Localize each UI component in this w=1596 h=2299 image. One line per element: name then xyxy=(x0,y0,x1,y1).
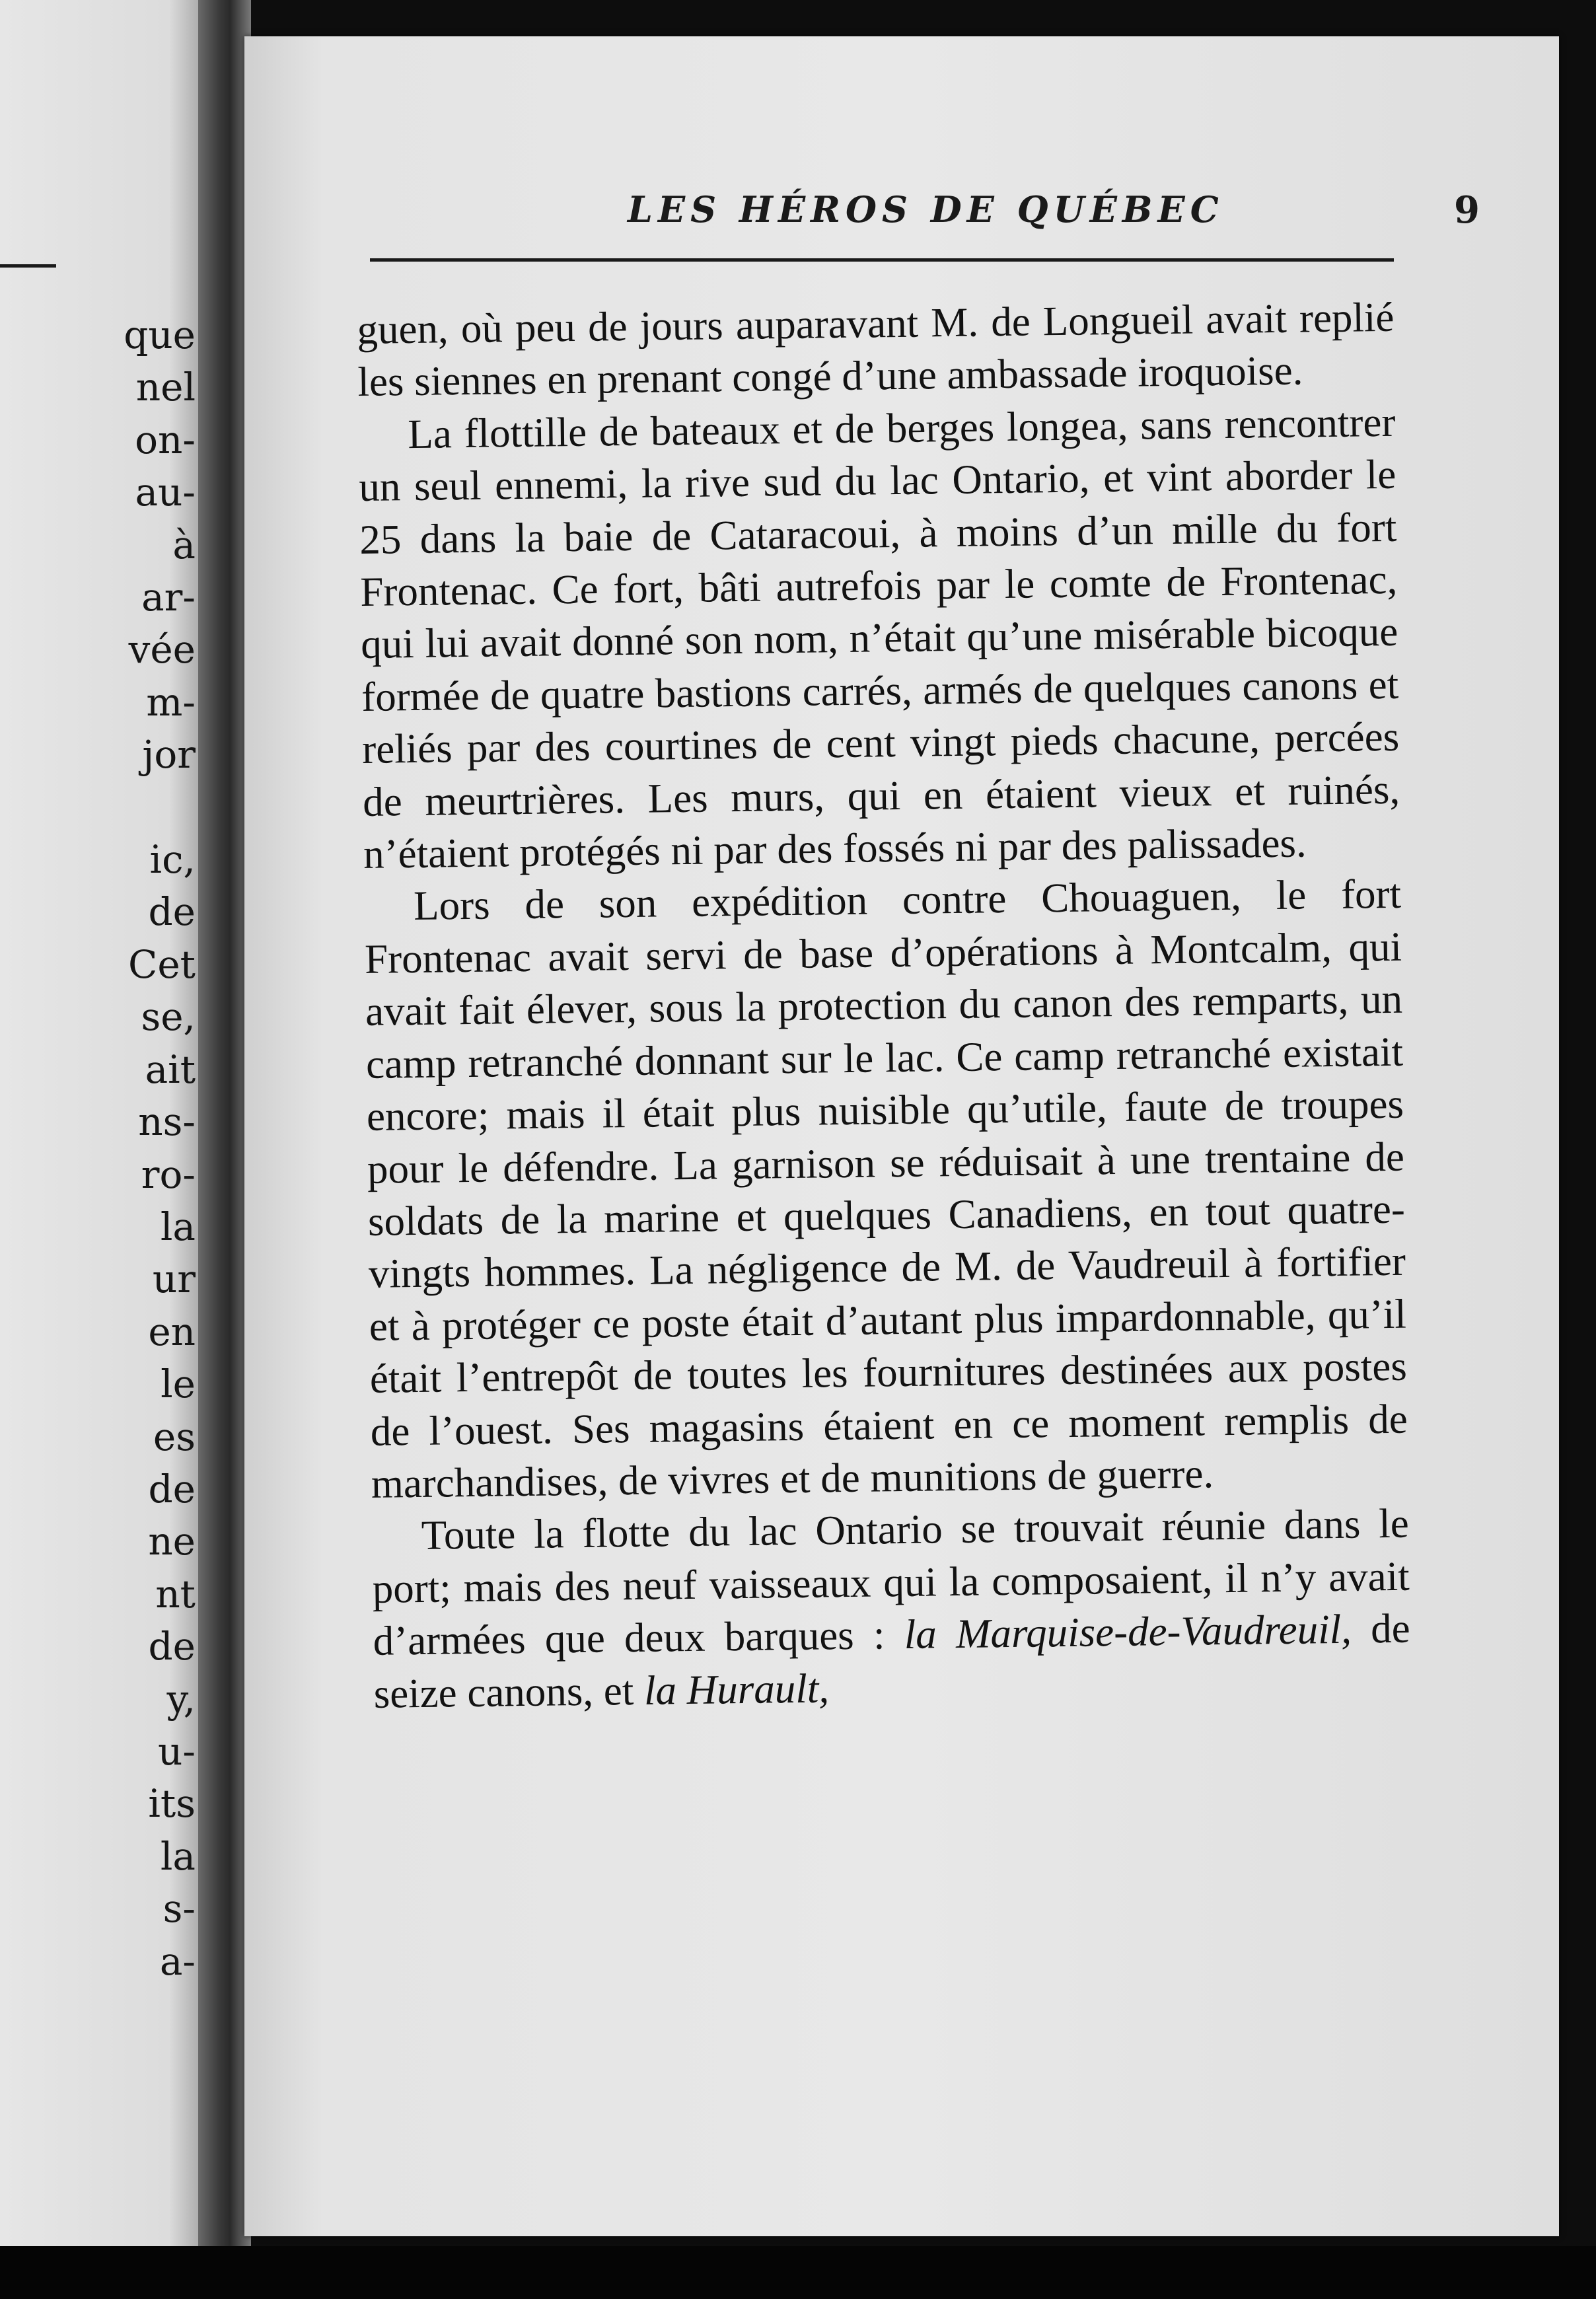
paragraph-last xyxy=(371,1498,1411,1720)
body-text xyxy=(357,291,1411,1720)
paragraph: guen, où peu de jours auparavant M. de Longueil avait replié les siennes en prenant congé d’une ambassade iroquoise. xyxy=(357,293,1395,406)
left-line-fragment: ro- xyxy=(141,1151,196,1197)
left-line-fragment: Cet xyxy=(127,941,196,987)
paragraph-text: de seize canons, et xyxy=(373,1605,1411,1717)
page-number: 9 xyxy=(1454,188,1480,232)
left-line-fragment: es xyxy=(153,1414,196,1459)
main-page xyxy=(244,36,1559,2236)
left-line-fragment: nel xyxy=(135,365,196,410)
left-line-fragment: y, xyxy=(166,1676,196,1722)
left-line-fragment: le xyxy=(161,1362,196,1407)
scan-border xyxy=(0,2246,1596,2299)
left-line-fragment: s- xyxy=(163,1886,196,1932)
left-line-fragment: u- xyxy=(158,1728,196,1774)
paragraph: Lors de son expédition contre Chouaguen, le fort Frontenac avait servi de base d’opérations à Montcalm, qui avait fait élever, sous la protection du canon des remparts, un camp retranché donnant sur le lac. Ce camp retranché existait encore; mais il était plus nuisible qu’utile, faute de troupes pour le défendre. La garnison se réduisait à une trentaine de soldats de la marine et quelques Canadiens, en tout quatre-vingts hommes. La négligence de M. de Vaudreuil à fortifier et à protéger ce poste était d’autant plus impardonnable, qu’il était l’entrepôt de toutes les fournitures destinées aux postes de l’ouest. Ses magasins étaient en ce moment remplis de marchandises, de vivres et de munitions de guerre. xyxy=(364,871,1408,1507)
left-line-fragment: its xyxy=(148,1781,196,1827)
running-header-title: LES HÉROS DE QUÉBEC xyxy=(628,188,1224,231)
left-line-fragment: ic, xyxy=(149,837,196,883)
left-line-fragment: nt xyxy=(155,1571,196,1617)
left-line-fragment: la xyxy=(160,1833,196,1879)
left-page-header-rule xyxy=(0,264,56,268)
left-line-fragment: jor xyxy=(142,732,196,778)
left-line-fragment: ne xyxy=(148,1519,196,1564)
paragraph-text: Toute la flotte du lac Ontario se trouvait réunie dans le port; mais des neuf vaisseaux qui la composaient, il n’y avait d’armées que deux barques : xyxy=(372,1500,1410,1665)
left-line-fragment: de xyxy=(148,889,196,935)
left-line-fragment: ait xyxy=(145,1046,196,1092)
left-line-fragment: à xyxy=(172,522,196,567)
left-line-fragment: ur xyxy=(152,1257,196,1302)
left-line-fragment: m- xyxy=(146,679,196,725)
left-line-fragment: que xyxy=(124,312,196,357)
left-line-fragment: au- xyxy=(135,470,196,515)
left-line-fragment: de xyxy=(148,1624,196,1669)
left-line-fragment: de xyxy=(148,1466,196,1512)
left-line-fragment: vée xyxy=(128,627,196,673)
left-line-fragment: on- xyxy=(135,417,196,462)
left-line-fragment: ar- xyxy=(141,575,196,620)
paragraph: La flottille de bateaux et de berges longea, sans rencontrer un seul ennemi, la rive sud du lac Ontario, et vint aborder le 25 dans la baie de Cataracoui, à moins d’un mille du fort Frontenac. Ce fort, bâti autrefois par le comte de Frontenac, qui lui avait donné son nom, n’était qu’une misérable bicoque formée de quatre bastions carrés, armés de quelques canons et reliés par des courtines de cent vingt pieds chacune, percées de meurtrières. Les murs, qui en étaient vieux et ruinés, n’étaient protégés ni par des fossés ni par des palissades. xyxy=(358,398,1400,877)
left-line-fragment: ns- xyxy=(138,1099,196,1145)
running-header xyxy=(244,188,1559,248)
left-line-fragment: a- xyxy=(159,1938,196,1984)
left-line-fragment: la xyxy=(160,1204,196,1249)
ship-name: la Hurault, xyxy=(643,1664,830,1714)
left-line-fragment: en xyxy=(148,1309,196,1354)
left-line-fragment xyxy=(124,782,196,834)
ship-name: la Marquise-de-Vaudreuil, xyxy=(904,1605,1352,1658)
left-page-line-fragments xyxy=(124,309,196,1988)
header-rule xyxy=(370,258,1394,262)
left-facing-page xyxy=(0,0,211,2246)
book-gutter-shadow xyxy=(198,0,251,2246)
left-line-fragment: se, xyxy=(141,994,196,1040)
